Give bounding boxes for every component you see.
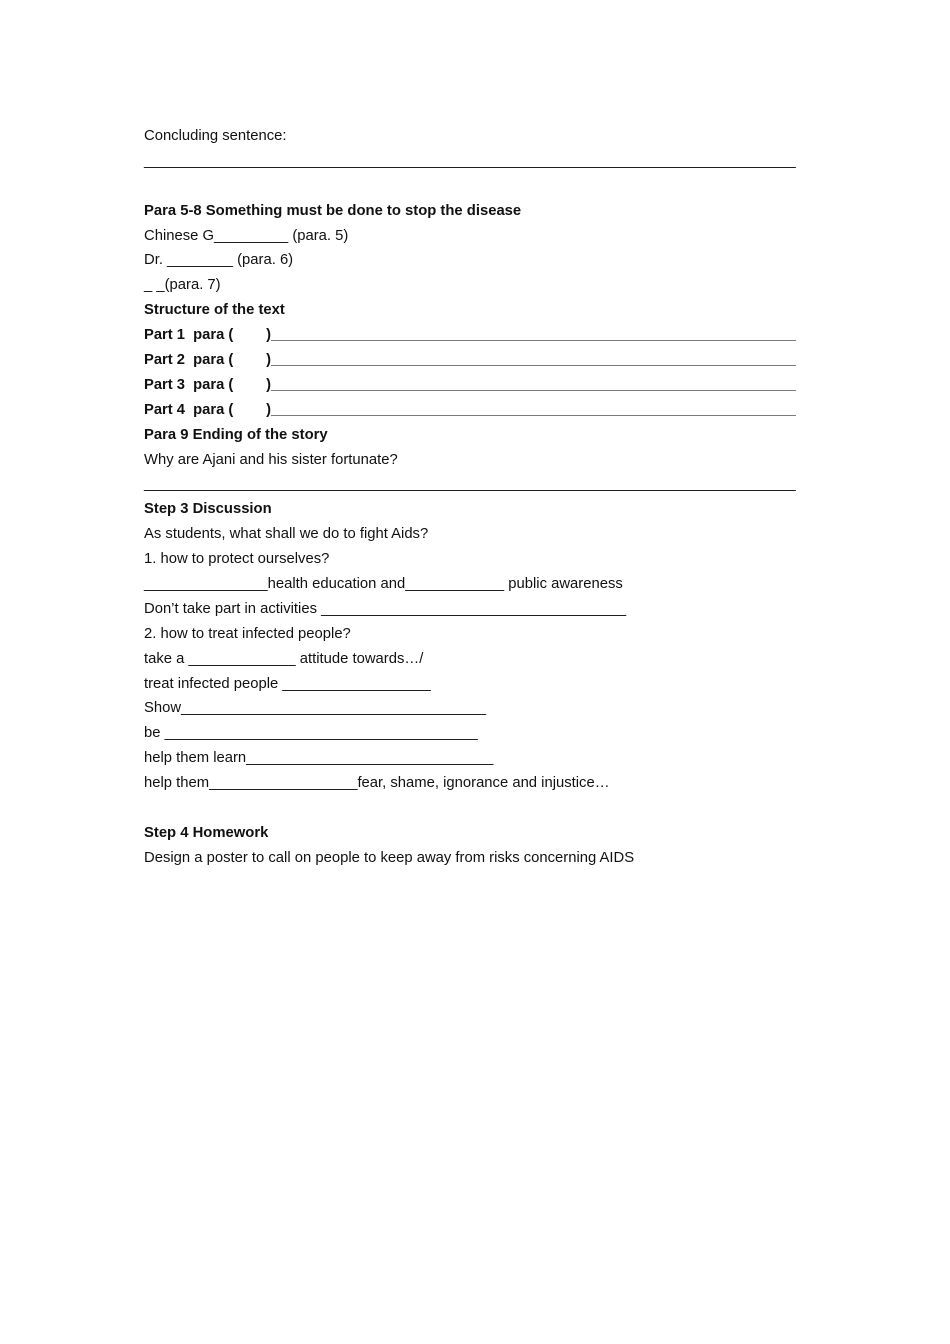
document-body bbox=[144, 124, 804, 871]
text-line: Chinese G_________ (para. 5) bbox=[144, 226, 349, 244]
section-heading: Part 1 para ( )________________________________________________________________ bbox=[144, 326, 796, 344]
text-line: Why are Ajani and his sister fortunate? bbox=[144, 450, 398, 468]
text-line: treat infected people __________________ bbox=[144, 674, 431, 692]
text-line: _ _(para. 7) bbox=[144, 276, 221, 294]
text-line: As students, what shall we do to fight Aids? bbox=[144, 525, 429, 543]
section-heading: Part 3 para ( )________________________________________________________________ bbox=[144, 375, 796, 393]
section-heading: Structure of the text bbox=[144, 301, 285, 319]
text-line: _______________health education and____________ public awareness bbox=[144, 575, 623, 593]
text-line: _______________________________________________________________________________________ bbox=[144, 475, 796, 493]
section-heading: Step 3 Discussion bbox=[144, 500, 272, 518]
section-heading: Para 5-8 Something must be done to stop the disease bbox=[144, 201, 522, 219]
text-line: Dr. ________ (para. 6) bbox=[144, 251, 294, 269]
text-line: Concluding sentence: bbox=[144, 127, 287, 144]
text-line: Design a poster to call on people to keep away from risks concerning AIDS bbox=[144, 848, 635, 866]
section-heading: Part 4 para ( )________________________________________________________________ bbox=[144, 400, 796, 418]
text-line: Don’t take part in activities _____________________________________ bbox=[144, 599, 627, 617]
text-line bbox=[144, 796, 796, 821]
text-line: help them learn______________________________ bbox=[144, 749, 494, 767]
text-line: be ______________________________________ bbox=[144, 724, 478, 742]
section-heading: Part 2 para ( )________________________________________________________________ bbox=[144, 351, 796, 369]
text-line: Show_____________________________________ bbox=[144, 699, 487, 717]
text-line bbox=[144, 174, 796, 199]
section-heading: Para 9 Ending of the story bbox=[144, 425, 328, 443]
text-line: 2. how to treat infected people? bbox=[144, 624, 351, 642]
section-heading: Step 4 Homework bbox=[144, 823, 269, 841]
text-line: 1. how to protect ourselves? bbox=[144, 550, 330, 568]
text-line: take a _____________ attitude towards…/ bbox=[144, 649, 424, 667]
text-line: help them__________________fear, shame, ignorance and injustice… bbox=[144, 774, 610, 792]
text-line: _______________________________________________________________________________________ bbox=[144, 151, 796, 169]
